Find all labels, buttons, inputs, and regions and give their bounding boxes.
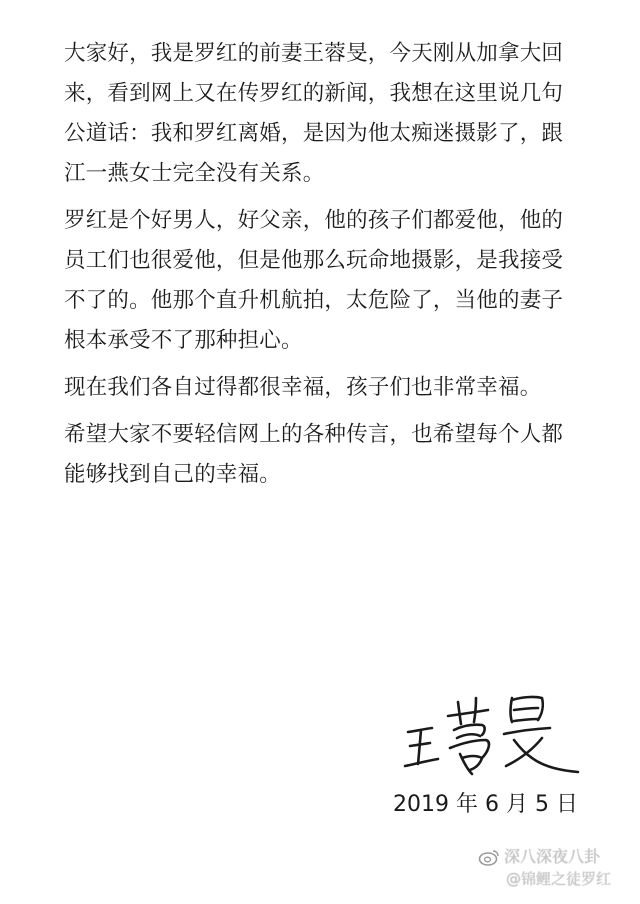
paragraph-4 bbox=[64, 415, 604, 495]
text-line: 员工们也很爱他，但是他那么玩命地摄影，是我接受 bbox=[64, 248, 564, 273]
weibo-watermark bbox=[478, 846, 638, 890]
text-line: 来，看到网上又在传罗红的新闻，我想在这里说几句 bbox=[64, 81, 564, 106]
handwritten-signature bbox=[402, 688, 592, 780]
letter-body bbox=[64, 34, 604, 495]
text-line: 公道话：我和罗红离婚，是因为他太痴迷摄影了，跟 bbox=[64, 121, 564, 146]
letter-date: 2019 年 6 月 5 日 bbox=[393, 792, 578, 817]
paragraph-2 bbox=[64, 201, 604, 361]
text-line: 罗红是个好男人，好父亲，他的孩子们都爱他，他的 bbox=[64, 208, 564, 233]
weibo-logo-icon bbox=[478, 848, 500, 866]
text-line: 现在我们各自过得都很幸福，孩子们也非常幸福。 bbox=[64, 375, 542, 400]
watermark-account: 深八深夜八卦 bbox=[504, 847, 601, 866]
text-line: 不了的。他那个直升机航拍，太危险了，当他的妻子 bbox=[64, 288, 564, 313]
text-line: 江一燕女士完全没有关系。 bbox=[64, 161, 325, 186]
watermark-handle: @锦鲤之徒罗红 bbox=[506, 870, 612, 888]
text-line: 能够找到自己的幸福。 bbox=[64, 462, 282, 487]
text-line: 大家好，我是罗红的前妻王蓉旻，今天刚从加拿大回 bbox=[64, 41, 564, 66]
paragraph-3 bbox=[64, 368, 604, 408]
text-line: 根本承受不了那种担心。 bbox=[64, 328, 303, 353]
text-line: 希望大家不要轻信网上的各种传言，也希望每个人都 bbox=[64, 422, 564, 447]
paragraph-1 bbox=[64, 34, 604, 194]
